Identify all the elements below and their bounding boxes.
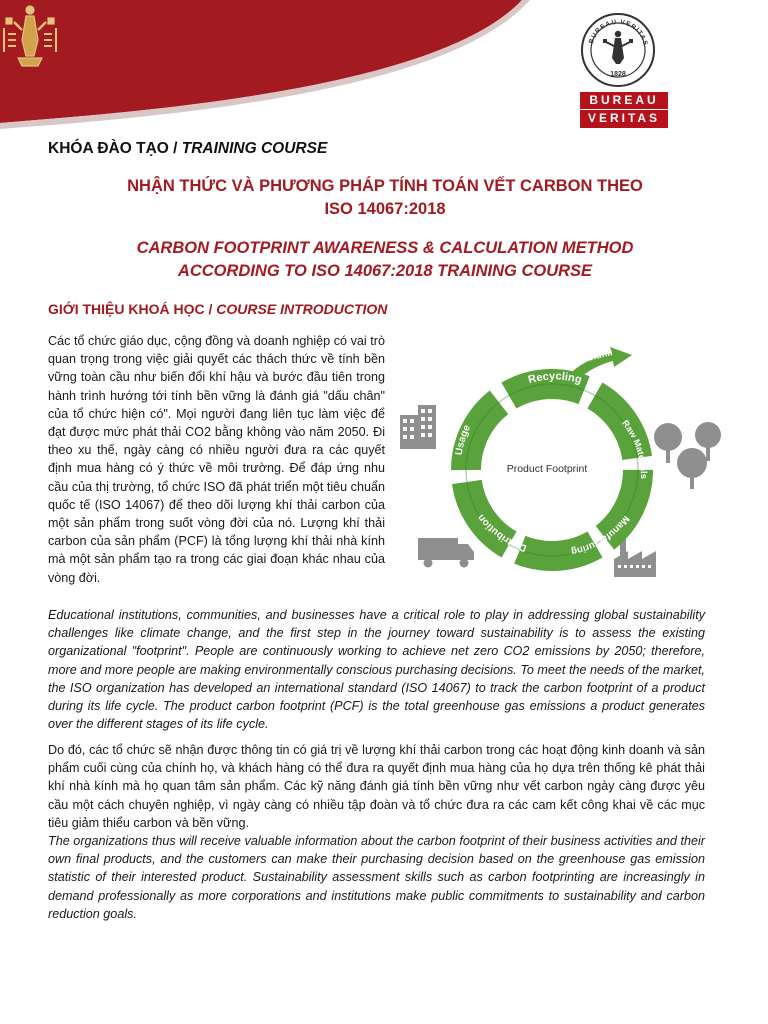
- course-label-en: TRAINING COURSE: [181, 140, 328, 157]
- course-label: [48, 140, 327, 158]
- stage-distribution: Distribution: [475, 511, 528, 554]
- bv-word-veritas: VERITAS: [580, 109, 668, 128]
- intro-heading: [48, 301, 387, 317]
- paragraph-vn-1: Các tổ chức giáo dục, cộng đồng và doanh nghiệp có vai trò quan trọng trong việc giải quyết các thách thức về tính bền vững toàn cầu như biến đổi khí hậu và bước đầu tiên trong hành trình hướng tới tính bền vững là đánh giá "dấu chân" của tổ chức hiện có". Mọi người đang liên tục làm việc để đạt được mức phát thải CO2 bằng không vào năm 2050. Đi theo xu thế, ngày càng có nhiều người đưa ra các quyết định mua hàng có ý thức về môi trường. Để đáp ứng nhu cầu của thị trường, tổ chức ISO đã phát triển một tiêu chuẩn quốc tế (ISO 14067) để theo dõi lượng khí thải carbon của một sản phẩm trong suốt vòng đời của nó. Lượng khí thải carbon của sản phẩm (PCF) là tổng lượng khí thải nhà kính mà một sản phẩm tạo ra trong các giai đoạn khác nhau của vòng đời.: [48, 334, 385, 585]
- paragraph-en-1: Educational institutions, communities, and businesses have a critical role to play in addressing global sustainability challenges like climate change, and the first step in the journey toward sustainability is to assess the existing organizational "footprint". People are continuously working to achieve net zero CO2 emissions by 2050; therefore, more and more people are making environmentally conscious purchasing decisions. To meet the needs of the market, the ISO organization has developed an international standard (ISO 14067) to track the carbon footprint of a product during its life cycle. The product carbon footprint (PCF) is the total greenhouse gas emissions a product generates over the different stages of its life cycle.: [48, 608, 705, 732]
- course-label-vn: KHÓA ĐÀO TẠO /: [48, 140, 182, 157]
- stage-landfill: Landfill: [578, 347, 614, 366]
- bureau-veritas-logo: [580, 12, 668, 124]
- seal-text: BUREAU VERITAS: [587, 18, 649, 47]
- title-english: [40, 237, 730, 283]
- paragraph-en-2: The organizations thus will receive valuable information about the carbon footprint of their business activities and their own final products, and the customers can make their purchasing decision based on the greenhouse gas emission statistic of their interested product. Sustainability assessment skills such as carbon footprinting are increasingly in demand professionally as more corporations and institutions make public commitments to sustainability and carbon reduction goals.: [48, 834, 705, 921]
- truck-icon: [418, 538, 474, 568]
- header-band: [0, 0, 768, 130]
- stage-recycling: Recycling: [526, 370, 584, 387]
- title-vn-line1: NHẬN THỨC VÀ PHƯƠNG PHÁP TÍNH TOÁN VẾT CARBON THEO: [127, 177, 643, 195]
- paragraph-vn-2: Do đó, các tổ chức sẽ nhận được thông tin có giá trị về lượng khí thải carbon trong các hoạt động kinh doanh và sản phẩm cuối cùng của chính họ, và khách hàng có thể đưa ra quyết định mua hàng của họ dựa trên thống kê phát thải khí nhà kính mà họ quan tâm sản phẩm. Các kỹ năng đánh giá tính bền vững như vết carbon ngày càng được yêu cầu một cách chuyên nghiệp, vì ngày càng có nhiều tập đoàn và tổ chức đưa ra các cam kết công khai về các mục tiêu giảm thiểu carbon và bền vững.: [48, 743, 705, 830]
- stage-usage: Usage: [453, 423, 473, 456]
- bv-word-bureau: BUREAU: [580, 92, 668, 109]
- intro-heading-vn: GIỚI THIỆU KHOÁ HỌC /: [48, 301, 217, 317]
- intro-heading-en: COURSE INTRODUCTION: [216, 301, 388, 317]
- buildings-icon: [400, 405, 436, 449]
- title-vietnamese: [40, 175, 730, 221]
- title-vn-line2: ISO 14067:2018: [324, 200, 446, 218]
- stage-manufacturing: Manufacturing: [570, 513, 632, 558]
- title-en-line1: CARBON FOOTPRINT AWARENESS & CALCULATION METHOD: [136, 239, 634, 257]
- emblem-logo: [0, 0, 60, 72]
- title-en-line2: ACCORDING TO ISO 14067:2018 TRAINING COURSE: [177, 262, 593, 280]
- stage-raw-materials: Raw Materials: [620, 418, 650, 479]
- seal-year: 1828: [610, 71, 626, 78]
- trees-icon: [654, 422, 721, 489]
- product-footprint-diagram: [392, 345, 752, 590]
- diagram-center-label: Product Footprint: [506, 463, 588, 475]
- bureau-veritas-seal: [580, 12, 656, 88]
- factory-icon: [614, 539, 656, 577]
